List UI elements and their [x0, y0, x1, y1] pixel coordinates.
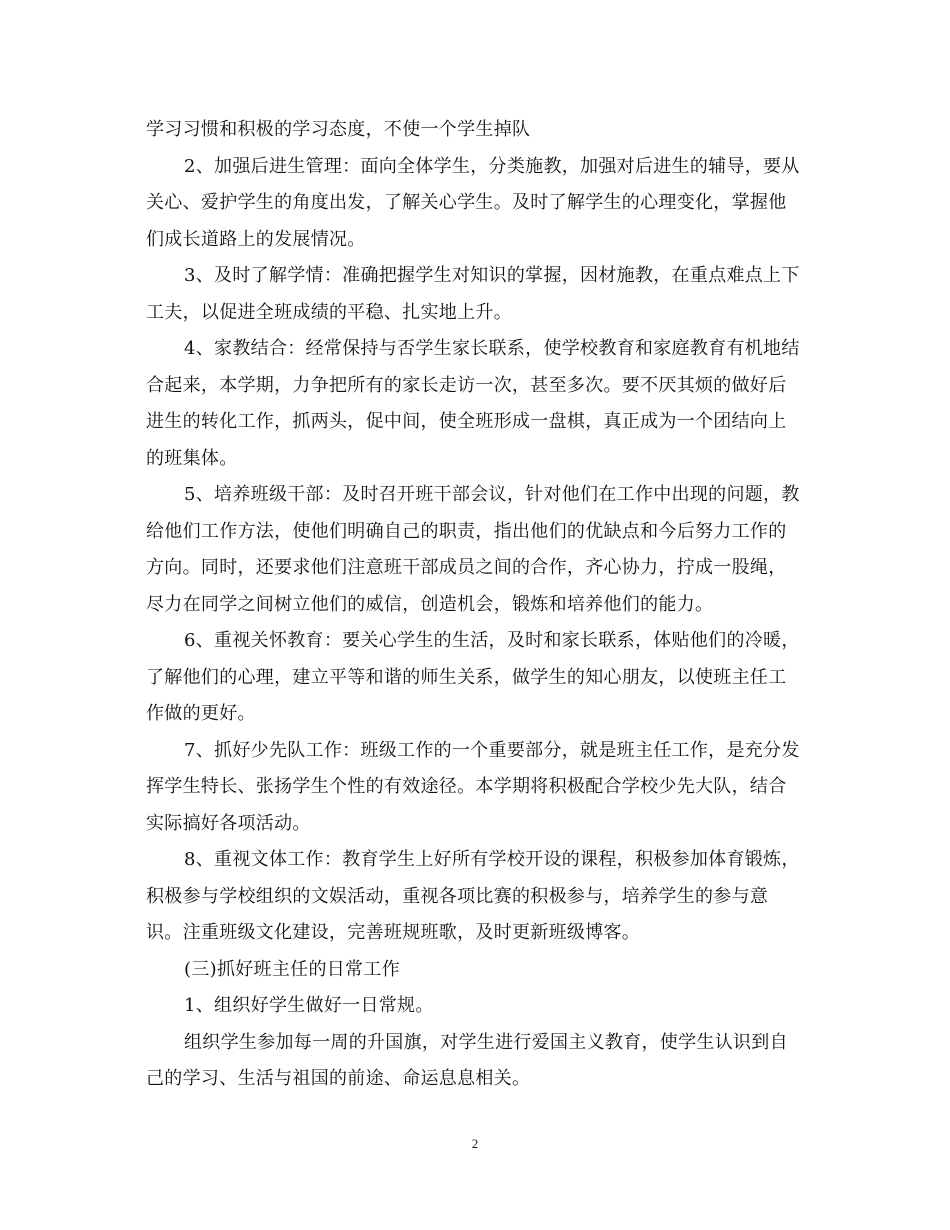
text-line: 工夫，以促进全班成绩的平稳、扎实地上升。	[146, 301, 512, 323]
text-line: 学习习惯和积极的学习态度，不使一个学生掉队	[146, 119, 531, 140]
text-line: 7、抓好少先队工作：班级工作的一个重要部分，就是班主任工作，是充分发	[184, 739, 800, 761]
text-line: 实际搞好各项活动。	[146, 812, 311, 834]
text-line: 给他们工作方法，使他们明确自己的职责，指出他们的优缺点和今后努力工作的	[146, 520, 787, 542]
text-line: 挥学生特长、张扬学生个性的有效途径。本学期将积极配合学校少先大队，结合	[146, 776, 787, 797]
text-line: 3、及时了解学情：准确把握学生对知识的掌握，因材施教，在重点难点上下	[184, 265, 800, 286]
text-line: 合起来，本学期，力争把所有的家长走访一次，甚至多次。要不厌其烦的做好后	[146, 374, 787, 396]
text-line: 2、加强后进生管理：面向全体学生，分类施教，加强对后进生的辅导，要从	[184, 155, 800, 177]
text-line: 5、培养班级干部：及时召开班干部会议，针对他们在工作中出现的问题，教	[184, 484, 800, 505]
page-number: 2	[471, 1136, 479, 1151]
text-line: 了解他们的心理，建立平等和谐的师生关系，做学生的知心朋友，以使班主任工	[146, 666, 787, 688]
text-line: 积极参与学校组织的文娱活动，重视各项比赛的积极参与，培养学生的参与意	[146, 885, 769, 907]
text-line: (三)抓好班主任的日常工作	[184, 958, 400, 980]
text-line: 的班集体。	[146, 447, 238, 469]
text-line: 组织学生参加每一周的升国旗，对学生进行爱国主义教育，使学生认识到自	[184, 1031, 788, 1053]
text-line: 方向。同时，还要求他们注意班干部成员之间的合作，齐心协力，拧成一股绳，	[146, 557, 787, 578]
text-line: 4、家教结合：经常保持与否学生家长联系，使学校教育和家庭教育有机地结	[184, 338, 800, 359]
text-line: 8、重视文体工作：教育学生上好所有学校开设的课程，积极参加体育锻炼，	[184, 849, 800, 870]
text-line: 6、重视关怀教育：要关心学生的生活，及时和家长联系，体贴他们的冷暖，	[184, 630, 800, 651]
text-line: 进生的转化工作，抓两头，促中间，使全班形成一盘棋，真正成为一个团结向上	[146, 411, 787, 432]
text-line: 们成长道路上的发展情况。	[146, 228, 366, 250]
text-line: 尽力在同学之间树立他们的威信，创造机会，锻炼和培养他们的能力。	[146, 593, 714, 615]
document-body	[146, 112, 826, 1098]
text-line: 关心、爱护学生的角度出发，了解关心学生。及时了解学生的心理变化，掌握他	[146, 192, 787, 213]
text-line: 识。注重班级文化建设，完善班规班歌，及时更新班级博客。	[146, 922, 641, 943]
text-line: 1、组织好学生做好一日常规。	[184, 995, 434, 1016]
text-line: 作做的更好。	[146, 703, 256, 724]
text-line: 己的学习、生活与祖国的前途、命运息息相关。	[146, 1068, 531, 1089]
